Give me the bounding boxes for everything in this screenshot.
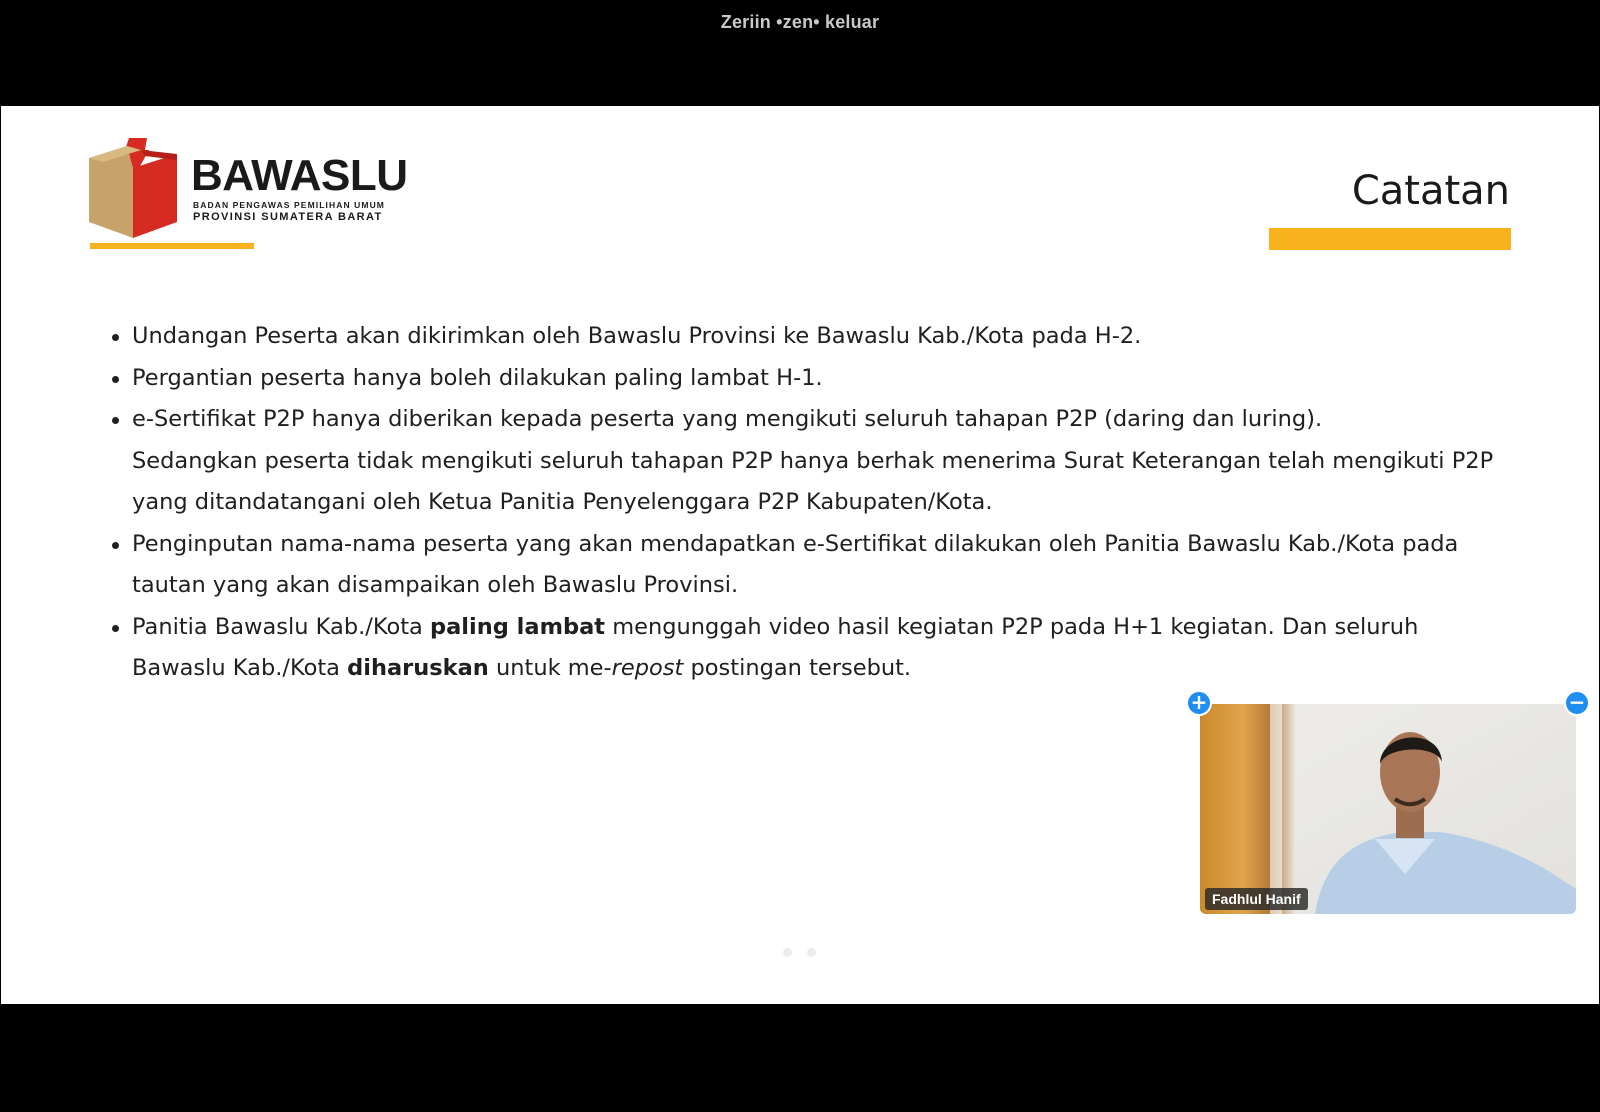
bullet-item (110, 358, 1500, 400)
ballot-box-emblem-icon (89, 138, 177, 238)
bullet-text-segment: diharuskan (347, 655, 489, 681)
bullet-item (110, 399, 1500, 524)
slide-title: Catatan (1351, 168, 1510, 214)
share-title: Zeriin •zen• keluar (720, 12, 880, 32)
bullet-text-segment: untuk me- (488, 655, 612, 681)
bullet-text-segment: Sedangkan peserta tidak mengikuti seluruh tahapan P2P hanya berhak menerima Surat Keterangan telah mengikuti P2P yang ditandatangani oleh Ketua Panitia Penyelenggara P2P Kabupaten/Kota. (132, 447, 1494, 515)
plus-icon[interactable]: + (1186, 690, 1212, 716)
bawaslu-logo (89, 138, 408, 248)
title-accent-bar (1269, 228, 1511, 250)
pager-dot[interactable] (783, 948, 792, 957)
bullet-text-segment: Penginputan nama-nama peserta yang akan mendapatkan e-Sertifikat dilakukan oleh Panitia Bawaslu Kab./Kota pada tautan yang akan disampaikan oleh Bawaslu Provinsi. (132, 530, 1459, 598)
logo-brand-text: BAWASLU (191, 151, 408, 200)
bullet-text-segment: e-Sertifikat P2P hanya diberikan kepada peserta yang mengikuti seluruh tahapan P2P (daring dan luring). (132, 406, 1323, 432)
bullet-text-segment: Panitia Bawaslu Kab./Kota (132, 613, 430, 640)
bullet-text-segment: paling lambat (430, 613, 606, 640)
bullet-item (110, 607, 1500, 690)
logo-subtitle-line1: BADAN PENGAWAS PEMILIHAN UMUM (193, 200, 385, 210)
logo-underline (90, 243, 254, 249)
slide-pager (783, 942, 831, 961)
bullet-item (110, 524, 1500, 607)
participant-name-tag: Fadhlul Hanif (1205, 888, 1308, 910)
participant-video-frame (1200, 704, 1576, 914)
participant-video-tile[interactable] (1200, 704, 1576, 914)
bullet-text-segment: mengunggah video hasil kegiatan P2P pada H+1 kegiatan. Dan seluruh Bawaslu Kab./Kota (132, 613, 1419, 681)
bullet-text-segment: Undangan Peserta akan dikirimkan oleh Bawaslu Provinsi ke Bawaslu Kab./Kota pada H-2. (132, 323, 1142, 349)
bullet-text-segment: Pergantian peserta hanya boleh dilakukan paling lambat H-1. (132, 364, 823, 391)
minus-icon[interactable]: − (1564, 690, 1590, 716)
bullet-item (110, 316, 1500, 358)
logo-subtitle-line2: PROVINSI SUMATERA BARAT (193, 211, 383, 223)
pager-dot[interactable] (807, 948, 816, 957)
bullet-text-segment: repost (611, 655, 684, 681)
bullet-list (110, 316, 1500, 690)
bullet-text-segment: postingan tersebut. (683, 655, 912, 681)
